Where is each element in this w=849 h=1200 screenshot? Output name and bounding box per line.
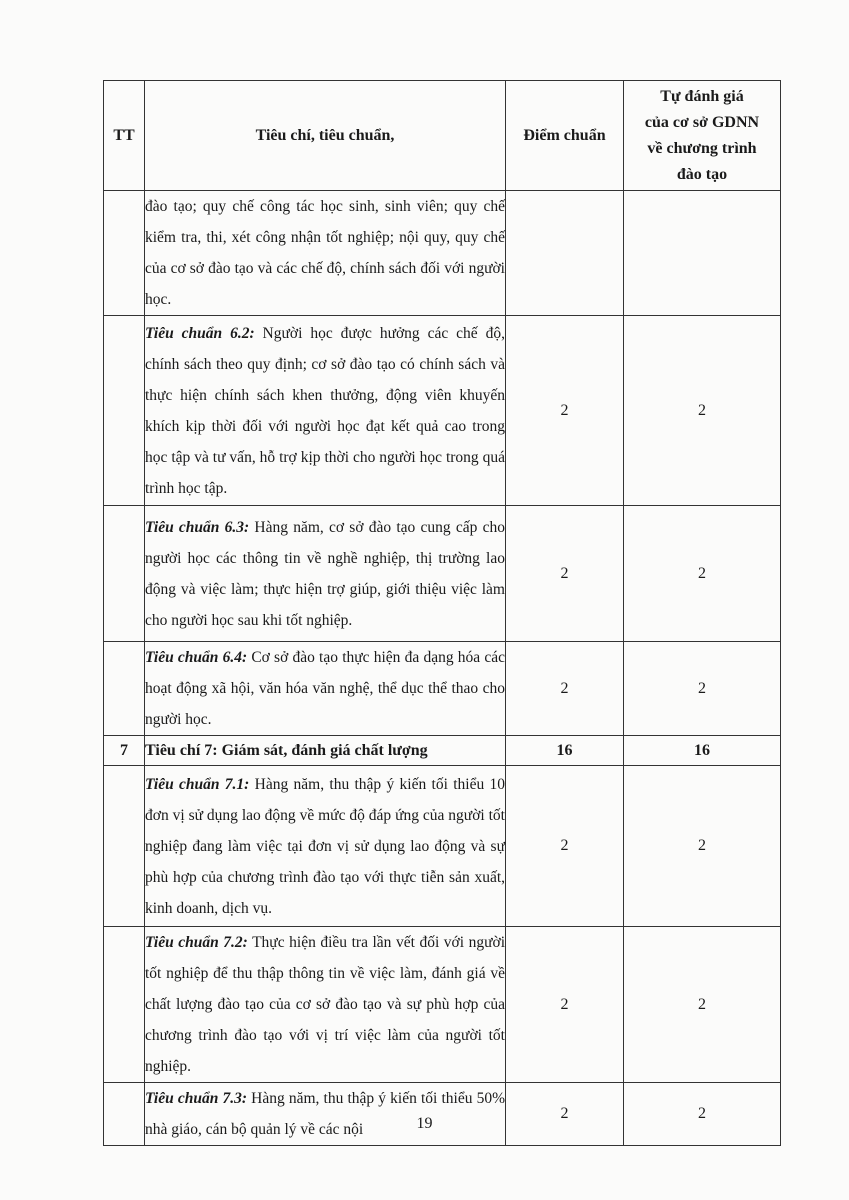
row-criteria (145, 191, 506, 316)
row-self-eval: 16 (624, 736, 781, 766)
row-criteria (145, 927, 506, 1083)
header-criteria: Tiêu chí, tiêu chuẩn, (145, 81, 506, 191)
row-score: 2 (506, 642, 624, 736)
header-self-eval-line: Tự đánh giá (660, 87, 744, 105)
row-criteria (145, 316, 506, 506)
row-tt (104, 642, 145, 736)
header-self-eval-line: đào tạo (676, 165, 728, 183)
page-number: 19 (416, 1115, 433, 1132)
header-self-eval (624, 81, 781, 191)
row-score: 2 (506, 316, 624, 506)
standard-text: Cơ sở đào tạo thực hiện đa dạng hóa các hoạt động xã hội, văn hóa văn nghệ, thể dục thể thao cho người học. (145, 649, 505, 728)
table-row (104, 927, 781, 1083)
row-criteria (145, 766, 506, 927)
standard-text: Thực hiện điều tra lần vết đối với người tốt nghiệp để thu thập thông tin về việc làm, đánh giá về chất lượng đào tạo của cơ sở đào tạo và sự phù hợp của chương trình đào tạo với vị trí việc làm của người tốt nghiệp. (145, 934, 505, 1075)
table-row (104, 642, 781, 736)
row-score: 2 (506, 766, 624, 927)
row-score: 2 (506, 506, 624, 642)
table-row (104, 1083, 781, 1146)
row-self-eval: 2 (624, 506, 781, 642)
table-row (104, 316, 781, 506)
header-self-eval-line: của cơ sở GDNN (644, 113, 760, 131)
standard-label: Tiêu chuẩn 7.3: (145, 1090, 247, 1107)
standard-text: Người học được hưởng các chế độ, chính sách theo quy định; cơ sở đào tạo có chính sách và thực hiện chính sách khen thưởng, động viên khuyến khích kịp thời đối với người học đạt kết quả cao trong học tập và tư vấn, hỗ trợ kịp thời cho người học trong quá trình học tập. (145, 324, 505, 497)
standard-label: Tiêu chuẩn 6.4: (145, 649, 248, 666)
row-criteria (145, 506, 506, 642)
row-self-eval: 2 (624, 642, 781, 736)
row-self-eval: 2 (624, 766, 781, 927)
row-self-eval: 2 (624, 316, 781, 506)
row-tt (104, 1083, 145, 1146)
row-tt (104, 766, 145, 927)
header-score: Điểm chuẩn (506, 81, 624, 191)
row-tt (104, 316, 145, 506)
standard-label: Tiêu chuẩn 7.1: (145, 775, 250, 793)
standard-text: Hàng năm, cơ sở đào tạo cung cấp cho người học các thông tin về nghề nghiệp, thị trường lao động và việc làm; thực hiện trợ giúp, giới thiệu việc làm cho người học sau khi tốt nghiệp. (145, 518, 505, 629)
row-self-eval (624, 191, 781, 316)
standard-text: đào tạo; quy chế công tác học sinh, sinh viên; quy chế kiểm tra, thi, xét công nhận tốt nghiệp; nội quy, quy chế của cơ sở đào tạo và các chế độ, chính sách đối với người học. (145, 198, 505, 308)
row-tt: 7 (104, 736, 145, 766)
standard-text: Hàng năm, thu thập ý kiến tối thiểu 10 đơn vị sử dụng lao động về mức độ đáp ứng của người tốt nghiệp đang làm việc tại đơn vị sử dụng lao động và sự phù hợp của chương trình đào tạo với thực tiễn sản xuất, kinh doanh, dịch vụ. (145, 775, 505, 917)
row-criteria (145, 736, 506, 766)
standard-label: Tiêu chuẩn 6.2: (145, 324, 255, 342)
standard-label: Tiêu chuẩn 6.3: (145, 518, 250, 536)
table-row (104, 506, 781, 642)
row-score: 16 (506, 736, 624, 766)
criterion-title: Tiêu chí 7: Giám sát, đánh giá chất lượng (145, 741, 428, 759)
row-tt (104, 191, 145, 316)
standard-text: Hàng năm, thu thập ý kiến tối thiểu 50% nhà giáo, cán bộ quản lý về các nội (145, 1090, 505, 1138)
row-criteria (145, 1083, 506, 1146)
row-self-eval: 2 (624, 927, 781, 1083)
table-row (104, 191, 781, 316)
header-tt: TT (104, 81, 145, 191)
row-self-eval: 2 (624, 1083, 781, 1146)
evaluation-table (103, 80, 781, 1146)
header-self-eval-line: về chương trình (647, 139, 757, 157)
table-header-row (104, 81, 781, 191)
row-score (506, 191, 624, 316)
row-score: 2 (506, 927, 624, 1083)
row-criteria (145, 642, 506, 736)
row-tt (104, 927, 145, 1083)
row-tt (104, 506, 145, 642)
standard-label: Tiêu chuẩn 7.2: (145, 934, 248, 951)
table-row (104, 766, 781, 927)
row-score: 2 (506, 1083, 624, 1146)
criterion-row (104, 736, 781, 766)
